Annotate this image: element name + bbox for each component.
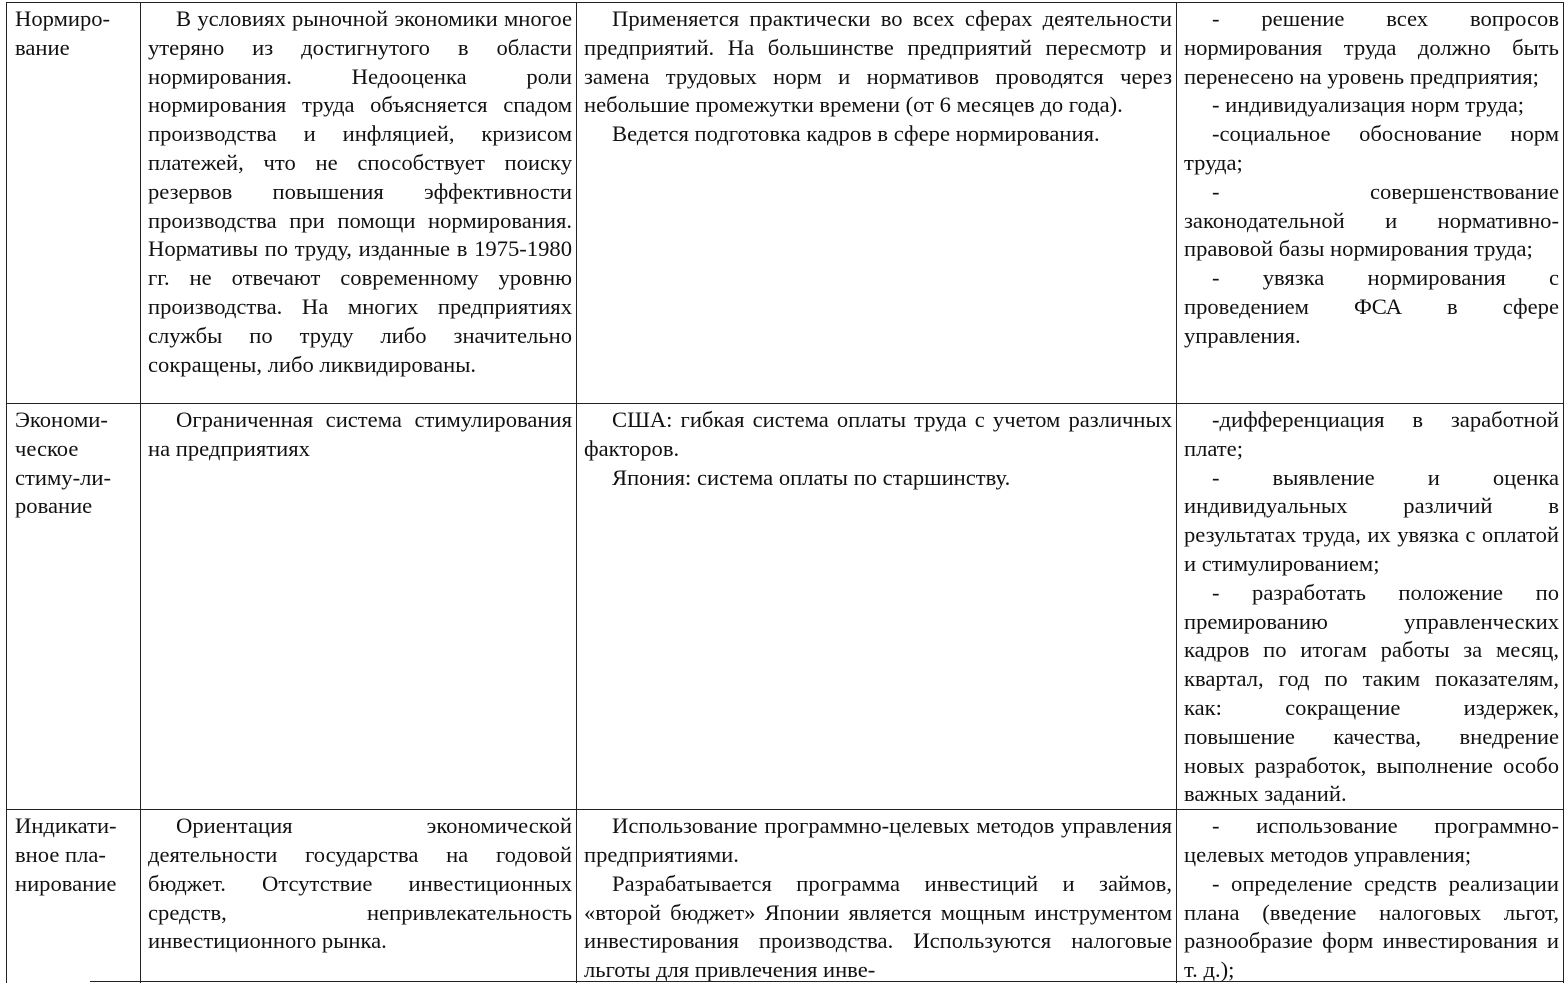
bottom-divider <box>90 981 1564 982</box>
direction-item: - индивидуализация норм труда; <box>1212 92 1525 118</box>
problems-text: Ориентация экономической деятельности государства на годовой бюджет. Отсутствие инвестиционных средств, непривлекательность инвестиционного рынка. <box>148 813 572 954</box>
experience-cell <box>577 810 1177 990</box>
direction-item: - увязка нормирования с проведением ФСА в сфере управления. <box>1184 265 1559 348</box>
experience-text: Использование программно-целевых методов управления предприятиями. <box>584 813 1172 867</box>
table-row <box>7 810 1564 990</box>
direction-item: -социальное обоснование норм труда; <box>1184 121 1559 175</box>
row-name: Нормиро- вание <box>15 6 111 60</box>
experience-text: Применяется практически во всех сферах деятельности предприятий. На большинстве предприятий пересмотр и замена трудовых норм и нормативов проводятся через небольшие промежутки времени (от 6 месяцев до года). <box>584 6 1172 118</box>
row-name-cell <box>7 404 141 810</box>
directions-cell <box>1177 3 1564 404</box>
problems-text: В условиях рыночной экономики многое утеряно из достигнутого в области нормирования. Недооценка роли нормирования труда объясняется спадом производства и инфляцией, кризисом платежей, что не способствует поиску резервов повышения эффективности производства при помощи нормирования. Нормативы по труду, изданные в 1975-1980 гг. не отвечают современному уровню производства. На многих предприятиях службы по труду либо значительно сокращены, либо ликвидированы. <box>148 6 572 377</box>
experience-text: США: гибкая система оплаты труда с учетом различных факторов. <box>584 407 1172 461</box>
row-name-cell <box>7 3 141 404</box>
experience-cell <box>577 404 1177 810</box>
comparison-table <box>6 2 1564 990</box>
row-name: Индикати- вное пла- нирование <box>15 813 117 896</box>
page-cutoff <box>0 983 1568 990</box>
directions-cell <box>1177 404 1564 810</box>
direction-item: - определение средств реализации плана (введение налоговых льгот, разнообразие форм инвестирования и т. д.); <box>1184 870 1559 983</box>
direction-item: - разработать положение по премированию управленческих кадров по итогам работы за месяц, квартал, год по таким показателям, как: сокращение издержек, повышение качества, внедрение новых разработок, выполнение особо важных заданий. <box>1184 579 1559 807</box>
problems-cell <box>141 3 577 404</box>
direction-item: - совершенствование законодательной и нормативно-правовой базы нормирования труда; <box>1184 178 1559 262</box>
direction-item: -дифференциация в заработной плате; <box>1184 407 1559 461</box>
table-row <box>7 404 1564 810</box>
row-name-cell <box>7 810 141 990</box>
table-row <box>7 3 1564 404</box>
row-name: Экономи- ческое стиму-ли- рование <box>15 407 112 519</box>
direction-item: - использование программно-целевых методов управления; <box>1184 813 1559 867</box>
experience-text: Разрабатывается программа инвестиций и займов, «второй бюджет» Японии является мощным инструментом инвестирования производства. Используются налоговые льготы для привлечения инве- <box>584 870 1172 983</box>
experience-text: Япония: система оплаты по старшинству. <box>612 464 1011 490</box>
experience-text: Ведется подготовка кадров в сфере нормирования. <box>612 121 1100 147</box>
problems-text: Ограниченная система стимулирования на предприятиях <box>148 407 572 461</box>
problems-cell <box>141 404 577 810</box>
experience-cell <box>577 3 1177 404</box>
direction-item: - выявление и оценка индивидуальных различий в результатах труда, их увязка с оплатой и стимулированием; <box>1184 464 1559 576</box>
directions-cell <box>1177 810 1564 990</box>
problems-cell <box>141 810 577 990</box>
direction-item: - решение всех вопросов нормирования труда должно быть перенесено на уровень предприятия; <box>1184 6 1559 89</box>
